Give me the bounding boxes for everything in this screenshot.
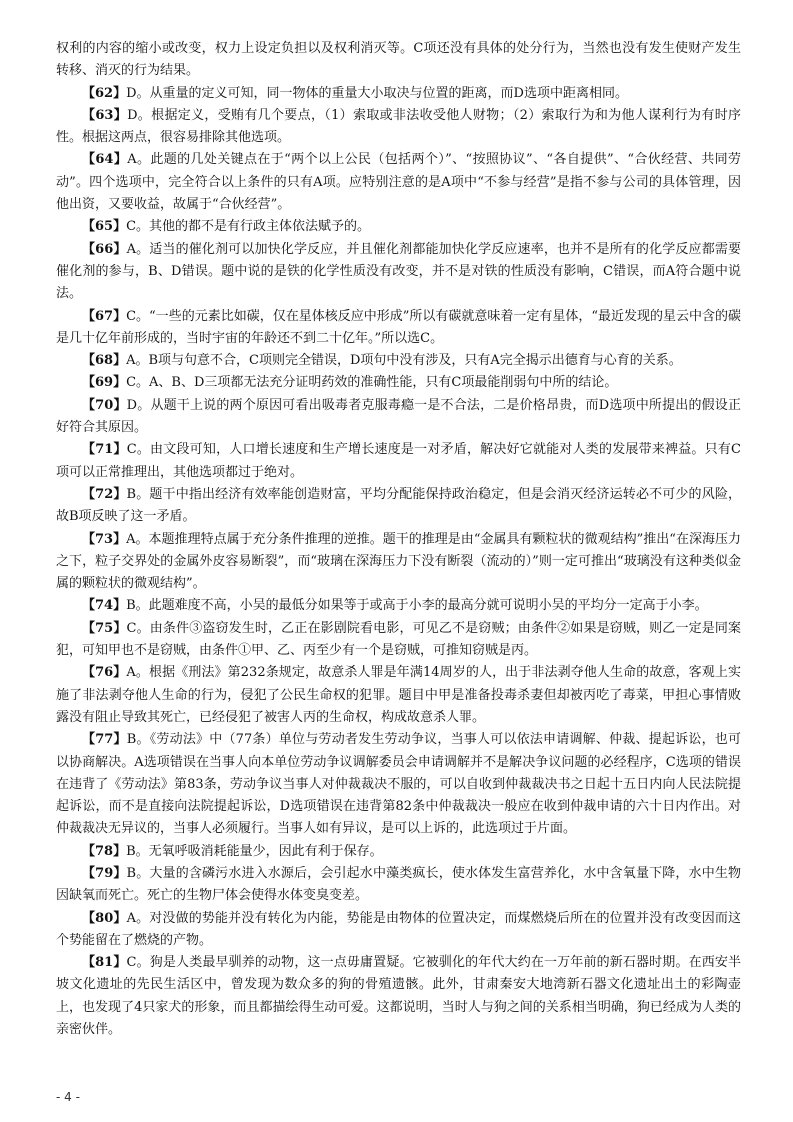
answer-explanations xyxy=(56,38,741,1041)
question-number: 【74】 xyxy=(82,598,127,614)
paragraph-text: 权利的内容的缩小或改变，权力上设定负担以及权利消灭等。C项还没有具体的处分行为，当然也没有发生使财产发生转移、消灭的行为结果。 xyxy=(56,41,741,79)
answer-75 xyxy=(56,618,741,663)
answer-76 xyxy=(56,662,741,729)
question-number: 【78】 xyxy=(82,843,127,859)
paragraph-text: C。“一些的元素比如碳，仅在星体核反应中形成”所以有碳就意味着一定有星体，“最近发现的星云中含的碳是几十亿年前形成的，当时宇宙的年龄还不到二十亿年。”所以选C。 xyxy=(56,308,741,346)
paragraph-text: C。A、B、D三项都无法充分证明药效的准确性能，只有C项最能削弱句中所的结论。 xyxy=(126,375,618,391)
paragraph-text: A。对没做的势能并没有转化为内能，势能是由物体的位置决定，而煤燃烧后所在的位置并没有改变因而这个势能留在了燃烧的产物。 xyxy=(56,910,742,948)
paragraph-text: A。B项与句意不合，C项则完全错误，D项句中没有涉及，只有A完全揭示出德育与心育的关系。 xyxy=(126,353,682,369)
answer-81 xyxy=(56,952,741,1041)
question-number: 【63】 xyxy=(82,107,128,123)
question-number: 【71】 xyxy=(82,442,127,458)
paragraph-text: A。本题推理特点属于充分条件推理的逆推。题干的推理是由“金属具有颗粒状的微观结构”推出“在深海压力之下，粒子交界处的金属外皮容易断裂”，而“玻璃在深海压力下没有断裂（流动的）”则一定可推出“玻璃没有这种类似金属的颗粒状的微观结构”。 xyxy=(56,531,741,592)
answer-69 xyxy=(56,372,741,394)
question-number: 【62】 xyxy=(82,85,127,101)
answer-65 xyxy=(56,216,741,238)
paragraph-text: B。大量的含磷污水进入水源后，会引起水中藻类疯长，使水体发生富营养化，水中含氧量下降，水中生物因缺氧而死亡。死亡的生物尸体会使得水体变臭变差。 xyxy=(56,865,741,904)
paragraph-text: B。《劳动法》中（77条）单位与劳动者发生劳动争议，当事人可以依法申请调解、仲裁、提起诉讼，也可以协商解决。A选项错误在当事人向本单位劳动争议调解委员会申请调解并不是解决争议问题的必经程序，C选项的错误在违背了《劳动法》第83条，劳动争议当事人对仲裁裁决不服的，可以自收到仲裁裁决书之日起十五日内向人民法院提起诉讼，而不是直接向法院提起诉讼，D选项错误在违背第82条中仲裁裁决一般应在收到仲裁申请的六十日内作出。对仲裁裁决无异议的，当事人必须履行。当事人如有异议，是可以上诉的，此选项过于片面。 xyxy=(56,732,741,837)
paragraph-text: A。此题的几处关键点在于“两个以上公民（包括两个）”、“按照协议”、“各自提供”、“合伙经营、共同劳动”。四个选项中，完全符合以上条件的只有A项。应特别注意的是A项中“不参与经营”是指不参与公司的具体管理，因他出资，又要收益，故属于“合伙经营”。 xyxy=(56,152,741,213)
question-number: 【81】 xyxy=(82,955,127,971)
question-number: 【80】 xyxy=(82,910,127,926)
answer-71 xyxy=(56,439,741,484)
question-number: 【70】 xyxy=(82,397,127,413)
answer-67 xyxy=(56,306,741,351)
paragraph-text: C。由条件③盗窃发生时，乙正在影剧院看电影，可见乙不是窃贼；由条件②如果是窃贼，则乙一定是同案犯，可知甲也不是窃贼，由条件①甲、乙、丙至少有一个是窃贼，可推知窃贼是丙。 xyxy=(56,620,742,659)
question-number: 【75】 xyxy=(82,620,127,636)
question-number: 【76】 xyxy=(82,665,127,681)
paragraph-text: D。根据定义，受贿有几个要点，（1）索取或非法收受他人财物；（2）索取行为和为他人谋利行为有时序性。根据这两点，很容易排除其他选项。 xyxy=(56,107,742,146)
paragraph-text: B。无氧呼吸消耗能量少，因此有利于保存。 xyxy=(126,843,383,859)
paragraph-text: B。题干中指出经济有效率能创造财富，平均分配能保持政治稳定，但是会消灭经济运转必不可少的风险，故B项反映了这一矛盾。 xyxy=(56,486,741,525)
answer-80 xyxy=(56,908,741,953)
paragraph-text: A。适当的催化剂可以加快化学反应，并且催化剂都能加快化学反应速率，也并不是所有的化学反应都需要催化剂的参与，B、D错误。题中说的是铁的化学性质没有改变，并不是对铁的性质没有影响，C错误，而A符合题中说法。 xyxy=(56,241,742,302)
question-number: 【79】 xyxy=(82,865,127,881)
question-number: 【66】 xyxy=(82,241,127,257)
question-number: 【73】 xyxy=(82,531,127,547)
answer-63 xyxy=(56,105,741,150)
question-number: 【68】 xyxy=(82,353,127,369)
answer-77 xyxy=(56,729,741,840)
answer-64 xyxy=(56,149,741,216)
paragraph-text: C。其他的都不是有行政主体依法赋予的。 xyxy=(126,219,371,235)
page-number: - 4 - xyxy=(56,1090,80,1104)
paragraph-text: C。狗是人类最早驯养的动物，这一点毋庸置疑。它被驯化的年代大约在一万年前的新石器时期。在西安半坡文化遗址的先民生活区中，曾发现为数众多的狗的骨殖遗骸。此外，甘肃秦安大地湾新石器文化遗址出土的彩陶壶上，也发现了4只家犬的形象，而且都描绘得生动可爱。这都说明，当时人与狗之间的关系相当明确，狗已经成为人类的亲密伙伴。 xyxy=(56,955,742,1038)
paragraph-text: D。从重量的定义可知，同一物体的重量大小取决与位置的距离，而D选项中距离相同。 xyxy=(126,85,628,101)
paragraph-text: C。由文段可知，人口增长速度和生产增长速度是一对矛盾，解决好它就能对人类的发展带来裨益。只有C项可以正常推理出，其他选项都过于绝对。 xyxy=(56,442,741,480)
question-number: 【64】 xyxy=(82,152,128,168)
answer-62 xyxy=(56,83,741,105)
question-number: 【67】 xyxy=(82,308,127,324)
answer-79 xyxy=(56,863,741,908)
question-number: 【77】 xyxy=(82,732,127,748)
answer-70 xyxy=(56,395,741,440)
question-number: 【69】 xyxy=(82,375,127,391)
paragraph-text: A。根据《刑法》第232条规定，故意杀人罪是年满14周岁的人，出于非法剥夺他人生命的故意，客观上实施了非法剥夺他人生命的行为，侵犯了公民生命权的犯罪。题目中甲是准备投毒杀妻但却被丙吃了毒菜，甲担心事情败露没有阻止导致其死亡，已经侵犯了被害人丙的生命权，构成故意杀人罪。 xyxy=(56,665,741,725)
paragraph-text: B。此题难度不高，小吴的最低分如果等于或高于小李的最高分就可说明小吴的平均分一定高于小李。 xyxy=(126,598,708,614)
answer-72 xyxy=(56,484,741,529)
answer-78 xyxy=(56,841,741,863)
question-number: 【65】 xyxy=(82,219,127,235)
answer-68 xyxy=(56,350,741,372)
paragraph-continued xyxy=(56,38,741,83)
paragraph-text: D。从题干上说的两个原因可看出吸毒者克服毒瘾一是不合法，二是价格昂贵，而D选项中所提出的假设正好符合其原因。 xyxy=(56,397,741,436)
answer-73 xyxy=(56,529,741,596)
answer-74 xyxy=(56,595,741,617)
question-number: 【72】 xyxy=(82,486,127,502)
answer-66 xyxy=(56,239,741,306)
